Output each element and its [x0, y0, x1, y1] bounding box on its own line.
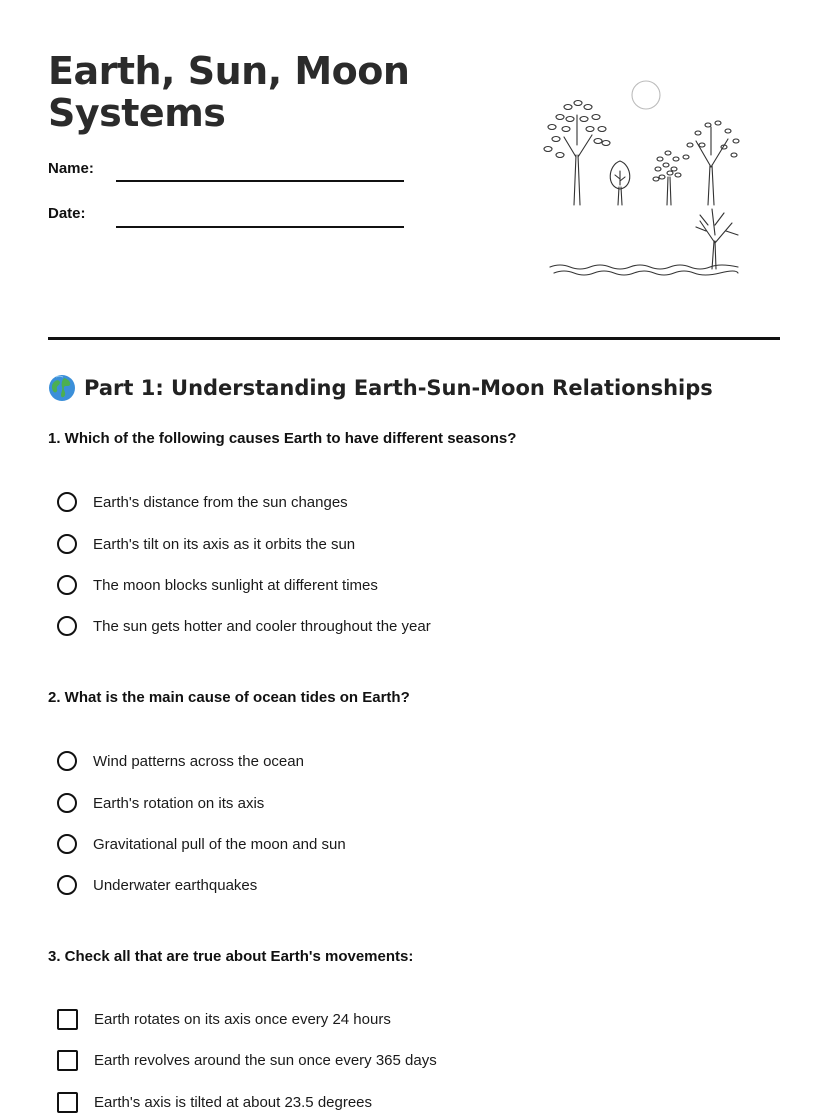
part1-heading-text: Part 1: Understanding Earth-Sun-Moon Relationships	[84, 376, 713, 400]
checkbox[interactable]	[57, 1050, 78, 1071]
q1-option-1[interactable]	[57, 492, 348, 512]
tree-small	[610, 161, 630, 205]
option-label: Earth's tilt on its axis as it orbits the sun	[93, 535, 356, 553]
q1-option-2[interactable]	[57, 534, 355, 554]
option-label: Earth rotates on its axis once every 24 hours	[94, 1011, 391, 1028]
option-label: The sun gets hotter and cooler throughout the year	[93, 617, 431, 635]
option-label: Gravitational pull of the moon and sun	[93, 835, 346, 853]
tree-large	[544, 101, 610, 206]
title-line-2: Systems	[48, 91, 226, 135]
water-waves	[550, 265, 738, 275]
globe-icon	[48, 374, 76, 402]
option-label: Wind patterns across the ocean	[93, 752, 304, 770]
sun-circle	[632, 81, 660, 109]
radio-button[interactable]	[57, 616, 77, 636]
question-3: 3. Check all that are true about Earth's movements:	[48, 948, 414, 965]
q3-option-2[interactable]	[57, 1050, 437, 1071]
trees-landscape-illustration	[540, 75, 750, 280]
checkbox[interactable]	[57, 1009, 78, 1030]
radio-button[interactable]	[57, 534, 77, 554]
q1-option-3[interactable]	[57, 575, 378, 595]
tree-medium	[653, 151, 681, 205]
name-label: Name:	[48, 160, 94, 177]
option-label: Underwater earthquakes	[93, 876, 258, 894]
q3-option-1[interactable]	[57, 1009, 391, 1030]
q2-option-3[interactable]	[57, 834, 346, 854]
q3-option-3[interactable]	[57, 1092, 372, 1113]
radio-button[interactable]	[57, 834, 77, 854]
q2-option-1[interactable]	[57, 751, 304, 771]
q2-option-4[interactable]	[57, 875, 257, 895]
name-field[interactable]	[116, 180, 404, 182]
tree-bare	[696, 209, 738, 269]
tree-right	[683, 121, 739, 205]
part1-heading	[48, 374, 713, 402]
radio-button[interactable]	[57, 875, 77, 895]
section-divider	[48, 337, 780, 340]
radio-button[interactable]	[57, 575, 77, 595]
radio-button[interactable]	[57, 793, 77, 813]
q2-option-2[interactable]	[57, 793, 264, 813]
option-label: Earth revolves around the sun once every 365 days	[94, 1052, 437, 1069]
q1-option-4[interactable]	[57, 616, 431, 636]
page-title	[48, 50, 409, 134]
question-1: 1. Which of the following causes Earth to have different seasons?	[48, 430, 517, 447]
radio-button[interactable]	[57, 751, 77, 771]
option-label: The moon blocks sunlight at different times	[93, 576, 378, 594]
option-label: Earth's distance from the sun changes	[93, 493, 348, 511]
date-label: Date:	[48, 205, 86, 222]
option-label: Earth's rotation on its axis	[93, 794, 265, 812]
option-label: Earth's axis is tilted at about 23.5 degrees	[94, 1094, 373, 1111]
date-field[interactable]	[116, 226, 404, 228]
title-line-1: Earth, Sun, Moon	[48, 49, 410, 93]
checkbox[interactable]	[57, 1092, 78, 1113]
question-2: 2. What is the main cause of ocean tides on Earth?	[48, 689, 410, 706]
radio-button[interactable]	[57, 492, 77, 512]
